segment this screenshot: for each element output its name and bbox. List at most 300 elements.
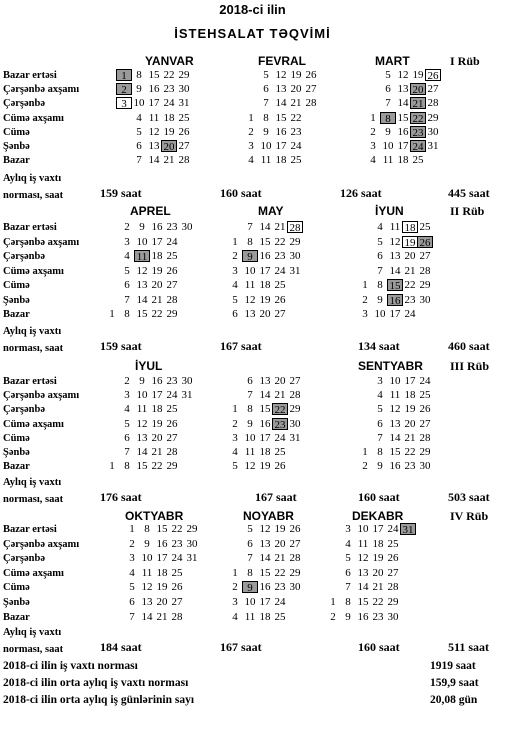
- calendar-day: 9: [242, 581, 258, 593]
- calendar-day: 27: [166, 279, 178, 291]
- calendar-day: 7: [345, 581, 351, 594]
- month-name: İYUL: [135, 359, 163, 373]
- weekday-label: Cümə axşamı: [3, 112, 64, 124]
- calendar-day: 6: [124, 431, 130, 444]
- calendar-day: 7: [124, 293, 130, 306]
- calendar-day: 11: [244, 610, 256, 623]
- month-name: DEKABR: [352, 509, 404, 523]
- calendar-day: 24: [387, 523, 399, 535]
- calendar-day: 15: [389, 446, 401, 458]
- calendar-day: 9: [144, 537, 150, 550]
- calendar-day: 25: [178, 111, 190, 124]
- calendar-day: 1: [232, 403, 238, 416]
- calendar-day: 11: [244, 279, 256, 291]
- calendar-day: 27: [387, 566, 399, 579]
- calendar-day: 8: [377, 446, 383, 458]
- calendar-day: 22: [290, 111, 302, 124]
- calendar-day: 14: [397, 97, 409, 110]
- calendar-day: 5: [377, 235, 383, 248]
- calendar-day: 1: [232, 235, 238, 248]
- weekday-label: Cümə: [3, 582, 30, 594]
- calendar-day: 6: [124, 279, 130, 291]
- month-hours: 167 saat: [255, 490, 297, 504]
- calendar-day: 13: [259, 375, 271, 387]
- summary-label: 2018-ci ilin orta aylıq iş vaxtı norması: [3, 677, 189, 689]
- calendar-day: 6: [129, 596, 135, 608]
- weekday-label: Şənbə: [3, 447, 30, 458]
- weekday-label: Çərşənbə axşamı: [3, 538, 80, 550]
- calendar-day: 6: [385, 83, 391, 96]
- calendar-day: 24: [404, 308, 416, 320]
- calendar-day: 25: [274, 610, 286, 623]
- calendar-day: 30: [181, 221, 193, 233]
- calendar-day: 26: [425, 69, 441, 81]
- calendar-day: 13: [148, 140, 160, 152]
- calendar-day: 18: [259, 446, 271, 458]
- calendar-day: 3: [124, 389, 130, 402]
- calendar-day: 21: [151, 446, 163, 458]
- calendar-day: 11: [141, 566, 153, 579]
- month-hours: 126 saat: [340, 186, 382, 200]
- calendar-day: 31: [289, 431, 301, 444]
- calendar-day: 30: [419, 460, 431, 473]
- calendar-day: 25: [412, 154, 424, 167]
- calendar-day: 17: [389, 308, 401, 320]
- calendar-day: 26: [417, 236, 433, 248]
- calendar-day: 29: [387, 596, 399, 608]
- calendar-day: 24: [166, 389, 178, 402]
- calendar-day: 9: [377, 293, 383, 306]
- calendar-day: 5: [345, 552, 351, 565]
- hours-norm-label: Aylıq iş vaxtı: [3, 627, 62, 638]
- calendar-day: 25: [290, 154, 302, 167]
- calendar-day: 4: [377, 389, 383, 402]
- calendar-day: 15: [357, 596, 369, 608]
- calendar-day: 6: [247, 537, 253, 550]
- calendar-day: 9: [139, 375, 145, 387]
- calendar-day: 7: [136, 154, 142, 167]
- calendar-day: 21: [372, 581, 384, 594]
- calendar-day: 2: [370, 125, 376, 138]
- month-name: APREL: [130, 204, 171, 218]
- calendar-day: 29: [289, 235, 301, 248]
- month-name: MAY: [258, 204, 284, 218]
- calendar-day: 4: [232, 610, 238, 623]
- weekday-label: Şənbə: [3, 597, 30, 608]
- calendar-day: 5: [136, 125, 142, 138]
- calendar-day: 25: [166, 250, 178, 262]
- calendar-day: 5: [124, 264, 130, 277]
- calendar-day: 26: [274, 460, 286, 473]
- calendar-day: 20: [404, 250, 416, 262]
- calendar-day: 24: [274, 431, 286, 444]
- calendar-day: 8: [136, 69, 142, 81]
- calendar-day: 9: [136, 83, 142, 96]
- calendar-day: 3: [248, 140, 254, 152]
- calendar-day: 5: [129, 581, 135, 594]
- summary-value: 159,9 saat: [430, 677, 479, 689]
- calendar-day: 13: [397, 83, 409, 96]
- calendar-day: 13: [275, 83, 287, 96]
- calendar-day: 12: [136, 417, 148, 430]
- calendar-day: 29: [419, 279, 431, 291]
- calendar-day: 3: [377, 375, 383, 387]
- calendar-day: 21: [151, 293, 163, 306]
- calendar-day: 4: [124, 250, 130, 262]
- calendar-day: 17: [372, 523, 384, 535]
- calendar-day: 23: [404, 460, 416, 473]
- calendar-day: 22: [404, 446, 416, 458]
- calendar-day: 28: [289, 552, 301, 565]
- calendar-day: 28: [178, 154, 190, 167]
- calendar-day: 1: [109, 308, 115, 320]
- calendar-day: 7: [124, 446, 130, 458]
- calendar-day: 19: [163, 125, 175, 138]
- calendar-day: 12: [357, 552, 369, 565]
- calendar-day: 24: [410, 140, 426, 152]
- calendar-day: 12: [148, 125, 160, 138]
- calendar-day: 15: [397, 111, 409, 124]
- calendar-day: 8: [144, 523, 150, 535]
- calendar-day: 21: [404, 431, 416, 444]
- calendar-day: 8: [247, 403, 253, 416]
- calendar-day: 2: [362, 293, 368, 306]
- calendar-day: 2: [124, 375, 130, 387]
- calendar-day: 29: [427, 111, 439, 124]
- calendar-day: 15: [136, 460, 148, 473]
- calendar-day: 7: [247, 389, 253, 402]
- calendar-day: 30: [427, 125, 439, 138]
- calendar-day: 28: [305, 97, 317, 110]
- summary-value: 1919 saat: [430, 660, 476, 672]
- calendar-day: 6: [377, 417, 383, 430]
- calendar-day: 16: [389, 460, 401, 473]
- month-hours: 160 saat: [358, 640, 400, 654]
- calendar-day: 24: [274, 596, 286, 608]
- calendar-day: 2: [124, 221, 130, 233]
- calendar-day: 17: [259, 264, 271, 277]
- calendar-day: 2: [232, 581, 238, 594]
- calendar-day: 2: [362, 460, 368, 473]
- calendar-day: 3: [232, 431, 238, 444]
- calendar-day: 8: [124, 460, 130, 473]
- weekday-label: Şənbə: [3, 294, 30, 306]
- calendar-day: 9: [345, 610, 351, 623]
- calendar-day: 24: [166, 235, 178, 248]
- calendar-day: 14: [357, 581, 369, 594]
- calendar-day: 7: [247, 221, 253, 233]
- calendar-day: 3: [116, 97, 132, 109]
- calendar-day: 26: [166, 417, 178, 430]
- calendar-day: 1: [116, 69, 132, 81]
- calendar-day: 10: [141, 552, 153, 565]
- calendar-day: 8: [247, 566, 253, 579]
- calendar-day: 8: [263, 111, 269, 124]
- weekday-label: Bazar: [3, 309, 30, 320]
- calendar-day: 14: [389, 431, 401, 444]
- calendar-day: 15: [275, 111, 287, 124]
- month-name: OKTYABR: [125, 509, 184, 523]
- calendar-day: 27: [166, 431, 178, 444]
- calendar-day: 15: [156, 523, 168, 535]
- calendar-day: 22: [151, 460, 163, 473]
- quarter-label: II Rüb: [450, 204, 485, 218]
- calendar-day: 9: [242, 250, 258, 262]
- calendar-day: 12: [259, 523, 271, 535]
- calendar-day: 11: [136, 403, 148, 416]
- calendar-day: 13: [244, 308, 256, 320]
- calendar-day: 27: [171, 596, 183, 608]
- calendar-day: 1: [362, 279, 368, 291]
- calendar-day: 23: [171, 537, 183, 550]
- hours-norm-label: norması, saat: [3, 190, 64, 201]
- month-name: MART: [375, 54, 410, 68]
- calendar-day: 3: [232, 264, 238, 277]
- calendar-day: 14: [259, 389, 271, 402]
- calendar-day: 26: [305, 69, 317, 81]
- calendar-day: 1: [330, 596, 336, 608]
- calendar-day: 9: [385, 125, 391, 138]
- summary-value: 20,08 gün: [430, 694, 478, 706]
- calendar-day: 19: [151, 417, 163, 430]
- weekday-label: Çərşənbə: [3, 404, 45, 416]
- month-hours: 159 saat: [100, 186, 142, 200]
- calendar-day: 13: [389, 417, 401, 430]
- calendar-day: 20: [274, 537, 286, 550]
- calendar-day: 11: [134, 250, 150, 262]
- calendar-day: 27: [289, 537, 301, 550]
- calendar-day: 29: [186, 523, 198, 535]
- weekday-label: Bazar ertəsi: [3, 376, 57, 387]
- page-subtitle: İSTEHSALAT TƏQVİMİ: [174, 26, 331, 41]
- calendar-day: 30: [181, 375, 193, 387]
- calendar-day: 11: [389, 389, 401, 402]
- calendar-day: 17: [156, 552, 168, 565]
- calendar-day: 31: [186, 552, 198, 565]
- calendar-day: 25: [419, 389, 431, 402]
- calendar-day: 21: [274, 552, 286, 565]
- calendar-day: 4: [232, 446, 238, 458]
- calendar-day: 13: [136, 279, 148, 291]
- calendar-day: 27: [427, 83, 439, 96]
- calendar-day: 2: [129, 537, 135, 550]
- calendar-day: 15: [136, 308, 148, 320]
- calendar-day: 6: [263, 83, 269, 96]
- calendar-day: 13: [141, 596, 153, 608]
- calendar-day: 20: [372, 566, 384, 579]
- month-name: FEVRAL: [258, 54, 306, 68]
- calendar-day: 19: [372, 552, 384, 565]
- calendar-day: 20: [151, 431, 163, 444]
- quarter-total-hours: 511 saat: [448, 640, 490, 654]
- calendar-day: 23: [163, 83, 175, 96]
- calendar-day: 29: [289, 566, 301, 579]
- weekday-label: Bazar: [3, 461, 30, 473]
- calendar-day: 5: [263, 69, 269, 81]
- calendar-day: 7: [385, 97, 391, 110]
- calendar-day: 14: [141, 610, 153, 623]
- calendar-day: 4: [129, 566, 135, 579]
- quarter-label: IV Rüb: [450, 509, 489, 523]
- calendar-day: 3: [124, 235, 130, 248]
- calendar-day: 11: [148, 111, 160, 124]
- month-name: İYUN: [375, 204, 404, 218]
- calendar-day: 29: [419, 446, 431, 458]
- calendar-day: 7: [129, 610, 135, 623]
- calendar-day: 21: [290, 97, 302, 110]
- weekday-label: Cümə axşamı: [3, 418, 64, 430]
- calendar-day: 28: [419, 431, 431, 444]
- calendar-day: 18: [151, 250, 163, 262]
- calendar-day: 19: [402, 236, 418, 248]
- calendar-day: 20: [404, 417, 416, 430]
- weekday-label: Çərşənbə axşamı: [3, 84, 80, 96]
- calendar-day: 20: [151, 279, 163, 291]
- calendar-day: 13: [136, 431, 148, 444]
- calendar-day: 5: [377, 403, 383, 416]
- calendar-day: 26: [289, 523, 301, 535]
- calendar-day: 29: [166, 460, 178, 473]
- calendar-day: 17: [275, 140, 287, 152]
- month-hours: 167 saat: [220, 339, 262, 353]
- calendar-day: 21: [163, 154, 175, 167]
- calendar-day: 10: [389, 375, 401, 387]
- calendar-day: 25: [274, 446, 286, 458]
- weekday-label: Cümə: [3, 432, 30, 444]
- calendar-day: 27: [178, 140, 190, 152]
- calendar-day: 15: [259, 566, 271, 579]
- calendar-day: 23: [274, 250, 286, 262]
- calendar-day: 20: [410, 83, 426, 95]
- calendar-day: 24: [290, 140, 302, 152]
- calendar-day: 30: [387, 610, 399, 623]
- calendar-day: 11: [357, 537, 369, 550]
- calendar-day: 14: [389, 264, 401, 277]
- month-hours: 167 saat: [220, 640, 262, 654]
- calendar-day: 26: [274, 293, 286, 306]
- calendar-day: 5: [124, 417, 130, 430]
- calendar-day: 21: [410, 97, 426, 109]
- weekday-label: Cümə: [3, 126, 30, 138]
- calendar-day: 10: [244, 264, 256, 277]
- calendar-day: 19: [274, 523, 286, 535]
- calendar-day: 19: [404, 403, 416, 416]
- calendar-day: 3: [232, 596, 238, 608]
- calendar-day: 2: [232, 417, 238, 430]
- calendar-day: 21: [274, 389, 286, 402]
- calendar-day: 13: [357, 566, 369, 579]
- calendar-day: 11: [244, 446, 256, 458]
- month-hours: 159 saat: [100, 339, 142, 353]
- calendar-day: 2: [232, 250, 238, 262]
- calendar-day: 15: [387, 279, 403, 291]
- calendar-day: 11: [260, 154, 272, 167]
- calendar-day: 12: [136, 264, 148, 277]
- calendar-day: 6: [232, 308, 238, 320]
- calendar-day: 6: [345, 566, 351, 579]
- calendar-day: 1: [109, 460, 115, 473]
- calendar-day: 22: [410, 112, 426, 124]
- calendar-day: 28: [171, 610, 183, 623]
- calendar-day: 30: [289, 581, 301, 594]
- calendar-day: 17: [404, 375, 416, 387]
- calendar-day: 9: [139, 221, 145, 233]
- month-name: YANVAR: [145, 54, 194, 68]
- calendar-day: 23: [166, 375, 178, 387]
- calendar-day: 15: [259, 403, 271, 416]
- weekday-label: Cümə axşamı: [3, 567, 64, 579]
- calendar-day: 24: [274, 264, 286, 277]
- calendar-day: 26: [171, 581, 183, 594]
- calendar-day: 17: [151, 389, 163, 402]
- calendar-day: 1: [129, 523, 135, 535]
- calendar-day: 18: [156, 566, 168, 579]
- calendar-day: 10: [244, 596, 256, 608]
- calendar-day: 14: [275, 97, 287, 110]
- calendar-day: 12: [397, 69, 409, 81]
- calendar-day: 16: [259, 250, 271, 262]
- calendar-day: 10: [136, 235, 148, 248]
- weekday-label: Bazar: [3, 155, 30, 167]
- calendar-day: 22: [272, 403, 288, 415]
- calendar-day: 23: [410, 126, 426, 138]
- calendar-day: 18: [372, 537, 384, 550]
- calendar-day: 4: [232, 279, 238, 291]
- calendar-day: 19: [259, 460, 271, 473]
- calendar-day: 4: [248, 154, 254, 167]
- weekday-label: Çərşənbə: [3, 251, 45, 262]
- calendar-day: 14: [136, 446, 148, 458]
- calendar-day: 3: [362, 308, 368, 320]
- calendar-day: 9: [377, 460, 383, 473]
- calendar-day: 12: [141, 581, 153, 594]
- hours-norm-label: norması, saat: [3, 343, 64, 354]
- calendar-day: 17: [151, 235, 163, 248]
- calendar-day: 28: [419, 264, 431, 277]
- calendar-day: 16: [259, 417, 271, 430]
- calendar-day: 18: [402, 221, 418, 233]
- calendar-day: 10: [374, 308, 386, 320]
- calendar-day: 23: [372, 610, 384, 623]
- calendar-day: 22: [274, 566, 286, 579]
- calendar-day: 2: [248, 125, 254, 138]
- calendar-day: 4: [136, 111, 142, 124]
- calendar-day: 17: [148, 97, 160, 110]
- calendar-day: 1: [370, 111, 376, 124]
- calendar-day: 19: [412, 69, 424, 81]
- calendar-day: 6: [377, 250, 383, 262]
- calendar-day: 16: [397, 125, 409, 138]
- calendar-day: 22: [163, 69, 175, 81]
- calendar-day: 5: [385, 69, 391, 81]
- calendar-day: 22: [171, 523, 183, 535]
- calendar-day: 5: [247, 523, 253, 535]
- calendar-day: 8: [380, 112, 396, 124]
- calendar-day: 31: [427, 140, 439, 152]
- calendar-day: 27: [305, 83, 317, 96]
- calendar-day: 18: [259, 610, 271, 623]
- calendar-day: 9: [263, 125, 269, 138]
- calendar-day: 16: [259, 581, 271, 594]
- calendar-day: 10: [382, 140, 394, 152]
- weekday-label: Cümə: [3, 280, 30, 291]
- calendar-day: 16: [151, 221, 163, 233]
- calendar-day: 2: [330, 610, 336, 623]
- calendar-day: 10: [357, 523, 369, 535]
- calendar-day: 21: [404, 264, 416, 277]
- calendar-day: 20: [274, 375, 286, 387]
- calendar-day: 13: [389, 250, 401, 262]
